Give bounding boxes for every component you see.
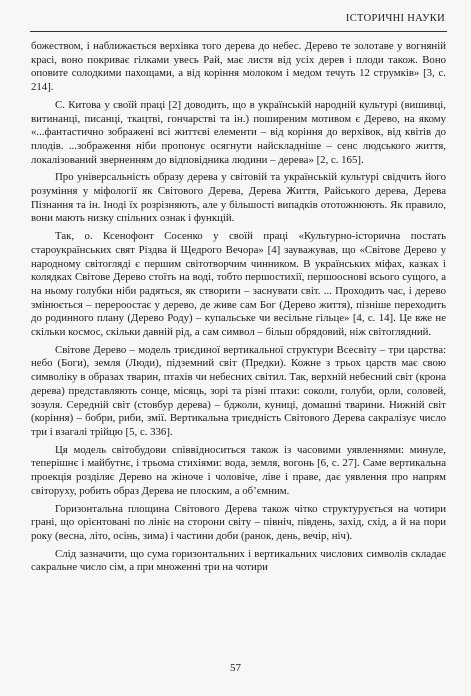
paragraph-5: Світове Дерево – модель триєдиної вертикальної структури Всесвіту – три царства: небо (Боги), земля (Люди), підземний світ (Предки). Кожне з трьох царств має свою символіку в образах тварин, птахів чи небесних світил. Так, верхній небесний світ (крона дерева) представляють сонце, місяць, зорі та різні птахи: соколи, голуби, орли, соловей, зозуля. Середній світ (стовбур дерева) – бджоли, куниці, домашні тварини. Нижній світ (коріння) – бобри, риби, змії. Вертикальна триєдність Світового Дерева сакралізує число три і взагалі трійцю [5, с. 336]. <box>31 343 446 438</box>
article-body <box>31 40 446 579</box>
running-head-title: ІСТОРИЧНІ НАУКИ <box>345 13 445 24</box>
paragraph-3: Про універсальність образу дерева у світовій та українській культурі свідчить його розуміння у міфології як Світового Дерева, Дерева Життя, Райського дерева, Дерева Пізнання та ін. Іноді їх розрізняють, але у більшості випадків ототожнюють. Як правило, вони мають низку спільних ознак і функцій. <box>31 171 446 225</box>
header-divider <box>30 31 447 32</box>
page-number: 57 <box>230 662 241 674</box>
paragraph-7: Горизонтальна площина Світового Дерева також чітко структурується на чотири грані, що орієнтовані по лініє на сторони світу – північ, південь, захід, схід, а й на пори року (весна, літо, осінь, зима) і частини доби (ранок, день, вечір, ніч). <box>31 502 446 542</box>
paragraph-1: божеством, і наближається верхівка того дерева до небес. Дерево те золотаве у вогняній красі, воно покриває гілками увесь Рай, має листя від усіх дерев і плоди також. Воно оповите солодкими пахощами, а від коріння молоком і медом течуть 12 струмків» [3, с. 214]. <box>31 40 446 94</box>
paragraph-4: Так, о. Ксенофонт Сосенко у своїй праці «Культурно-історична постать староукраїнських свят Різдва й Щедрого Вечора» [4] зауважував, що «Світове Дерево у народному світогляді є першим світотворчим чинником. В українських міфах, казках і колядках Світове Дерево стоїть на воді, тобто першостихії, першоосновi всього сущого, а на ньому голубки ніби радяться, як створити – заснувати світ. ... Проходить час, і дерево змінюється – перероостає у дерево, де живе сам Бог (Дерево життя), пізніше переходить до родинного плану (Дерево Роду) – купальське чи весільне гільце» [4, с. 14]. Це вже не скільки космос, скільки давній рід, а сам символ – більш обрядовий, ніж світоглядний. <box>31 230 446 339</box>
paragraph-2: С. Китова у своїй праці [2] доводить, що в українській народній культурі (вишивці, витинанці, писанці, ткацтві, гончарстві та ін.) поширеним мотивом є Дерево, на якому «...фантастично зображені всі життєві елементи – від коріння до верхівок, від квітів до плодів. ...зображення ніби пропонує осягнути найскладніше – сенс людського життя, локалізований зверненням до відповідника людини – дерева» [2, с. 165]. <box>31 98 446 166</box>
paragraph-8: Слід зазначити, що сума горизонтальних і вертикальних числових символів складає сакральне число сім, а при множенні три на чотири <box>31 547 446 574</box>
paragraph-6: Ця модель світобудови співвідноситься також із часовими уявленнями: минуле, теперішнє і майбутнє, і трьома стихіями: вода, земля, вогонь [6, с. 27]. Саме вертикальна проекція розділяє Дерево на жіноче і чоловіче, ліве і праве, дає уявлення про напрям світоруху, робить образ Дерева не плоским, а об’ємним. <box>31 443 446 497</box>
